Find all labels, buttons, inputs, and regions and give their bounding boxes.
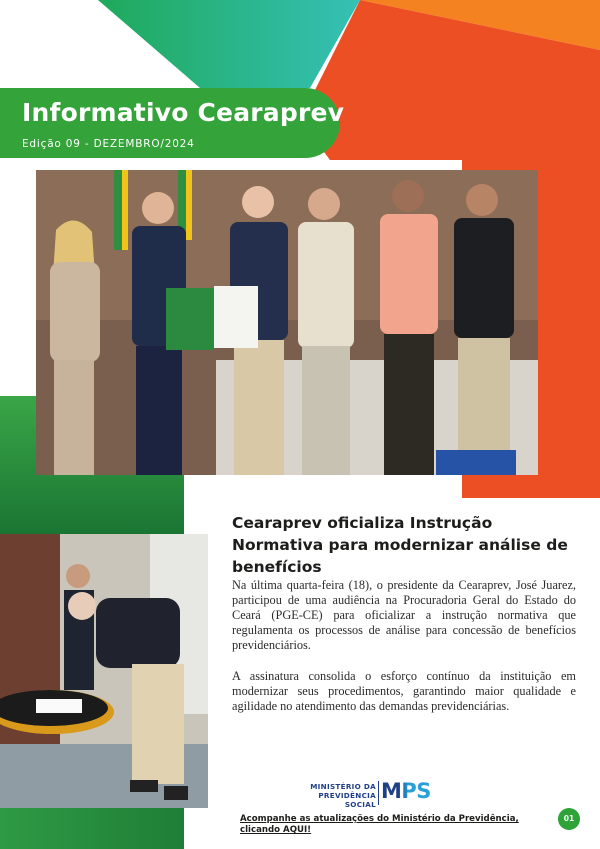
- signing-photo-illustration: [0, 534, 208, 808]
- article-paragraph-2: A assinatura consolida o esforço contínuo da instituição em modernizar seus procedimentos, garantindo maior qualidade e agilidade no atendimento das demandas previdenciárias.: [232, 669, 576, 713]
- edition-label: Edição 09 - DEZEMBRO/2024: [22, 138, 195, 150]
- side-photo: [0, 534, 208, 808]
- teal-wedge: [98, 0, 360, 88]
- main-photo: [36, 170, 538, 475]
- mps-logo-text: MPS: [381, 779, 431, 803]
- ministry-updates-link[interactable]: Acompanhe as atualizações do Ministério da Previdência, clicando AQUI!: [240, 814, 519, 835]
- page-number-badge: 01: [558, 808, 580, 830]
- ministry-name: [288, 782, 376, 809]
- newsletter-title: Informativo Cearaprev: [22, 98, 345, 127]
- ministry-line-1: MINISTÉRIO DA: [310, 782, 376, 791]
- article-headline: Cearaprev oficializa Instrução Normativa para modernizar análise de benefícios: [232, 514, 568, 576]
- article-paragraph-1: Na última quarta-feira (18), o presidente da Cearaprev, José Juarez, participou de uma audiência na Procuradoria Geral do Estado do Ceará (PGE-CE) para oficializar a instrução normativa que regulamenta os processos de análise para concessão de benefícios previdenciários.: [232, 578, 576, 652]
- logo-divider: [378, 781, 379, 805]
- mps-logo: [381, 779, 431, 803]
- bottom-green-strip: [0, 806, 184, 849]
- ministry-line-2: PREVIDÊNCIA SOCIAL: [318, 791, 376, 809]
- group-photo-illustration: [36, 170, 538, 475]
